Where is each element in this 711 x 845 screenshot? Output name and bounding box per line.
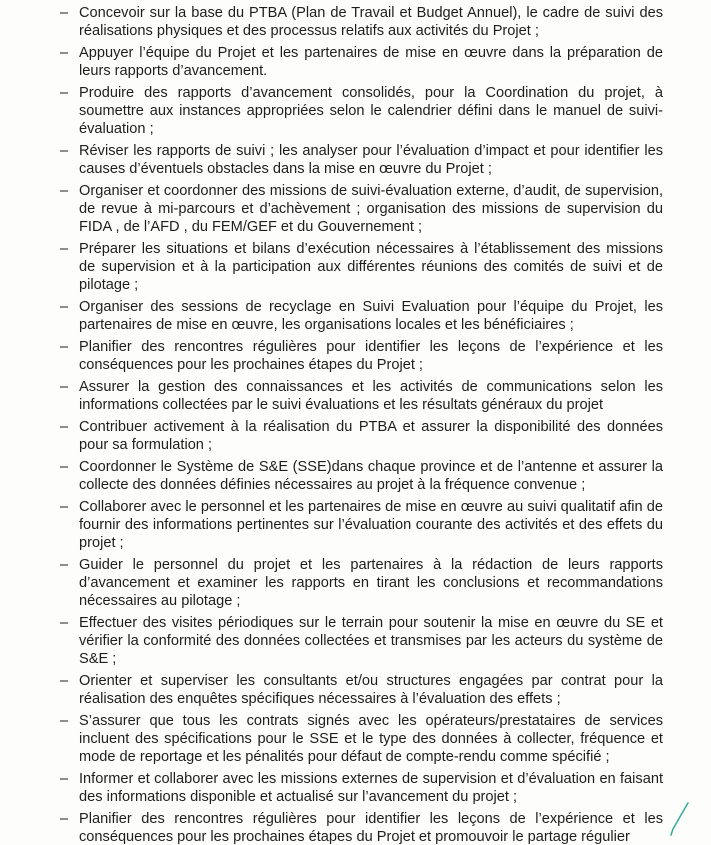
list-item [0, 4, 711, 40]
list-bullet-dash: – [60, 240, 69, 257]
list-item-text: Coordonner le Système de S&E (SSE)dans chaque province et de l’antenne et assurer la collecte des données définies nécessaires au projet à la fréquence convenue ; [79, 458, 663, 493]
list-bullet-dash: – [60, 712, 69, 729]
list-item-text: Assurer la gestion des connaissances et les activités de communications selon les informations collectées par le suivi évaluations et les résultats généraux du projet [79, 378, 663, 414]
list-bullet-dash: – [60, 810, 69, 827]
list-item [0, 182, 711, 237]
list-item-text: Réviser les rapports de suivi ; les analyser pour l’évaluation d’impact et pour identifier les causes d’éventuels obstacles dans la mise en œuvre du Projet ; [79, 142, 663, 178]
list-item [0, 672, 711, 708]
list-item [0, 556, 711, 611]
pen-check-mark-icon [669, 801, 691, 837]
list-item-text: Planifier des rencontres régulières pour identifier les leçons de l’expérience et les conséquences pour les prochaines étapes du Projet ; [79, 338, 663, 374]
list-bullet-dash: – [60, 672, 69, 689]
list-item [0, 378, 711, 414]
list-item [0, 458, 711, 494]
list-item-text: Orienter et superviser les consultants et/ou structures engagées par contrat pour la réalisation des enquêtes spécifiques nécessaires à l’évaluation des effets ; [79, 672, 663, 708]
list-item [0, 84, 711, 139]
list-item [0, 142, 711, 178]
list-bullet-dash: – [60, 418, 69, 435]
list-item-text: Appuyer l’équipe du Projet et les partenaires de mise en œuvre dans la préparation de leurs rapports d’avancement. [79, 44, 663, 80]
list-bullet-dash: – [60, 338, 69, 355]
list-item [0, 418, 711, 454]
list-item-text: Concevoir sur la base du PTBA (Plan de Travail et Budget Annuel), le cadre de suivi des réalisations physiques et des processus relatifs aux activités du Projet ; [79, 5, 663, 40]
list-item-text: Produire des rapports d’avancement consolidés, pour la Coordination du projet, à soumettre aux instances appropriées selon le calendrier défini dans le manuel de suivi-évaluation ; [79, 84, 663, 138]
list-item [0, 44, 711, 80]
list-item-text: Planifier des rencontres régulières pour identifier les leçons de l’expérience et les conséquences pour les prochaines étapes du Projet et promouvoir le partage régulier [79, 810, 663, 845]
list-bullet-dash: – [60, 378, 69, 395]
list-bullet-dash: – [60, 182, 69, 199]
list-item [0, 614, 711, 669]
list-bullet-dash: – [60, 299, 69, 316]
list-item-text: Effectuer des visites périodiques sur le terrain pour soutenir la mise en œuvre du SE et vérifier la conformité des données collectées et transmises par les acteurs du système de S&E ; [79, 614, 663, 668]
task-list [0, 4, 711, 845]
list-bullet-dash: – [60, 84, 69, 101]
list-item-text: Guider le personnel du projet et les partenaires à la rédaction de leurs rapports d’avancement et examiner les rapports en tirant les conclusions et recommandations nécessaires au pilotage ; [79, 556, 663, 610]
list-item-text: Informer et collaborer avec les missions externes de supervision et d’évaluation en faisant des informations disponible et actualisé sur l’avancement du projet ; [79, 770, 663, 806]
list-item [0, 240, 711, 295]
list-item-text: Collaborer avec le personnel et les partenaires de mise en œuvre au suivi qualitatif afin de fournir des informations pertinentes sur l’évaluation courante des activités et des effets du projet ; [79, 498, 663, 551]
list-bullet-dash: – [60, 5, 69, 21]
list-item [0, 770, 711, 806]
list-bullet-dash: – [60, 44, 69, 61]
list-item [0, 810, 711, 845]
list-bullet-dash: – [60, 142, 69, 159]
list-bullet-dash: – [60, 556, 69, 573]
list-item-text: S’assurer que tous les contrats signés avec les opérateurs/prestataires de services incluent des spécifications pour le SSE et le type des données à collecter, fréquence et mode de reportage et les pénalités pour défaut de compte-rendu comme spécifié ; [79, 712, 663, 766]
list-item [0, 712, 711, 767]
list-bullet-dash: – [60, 498, 69, 515]
list-bullet-dash: – [60, 614, 69, 631]
list-bullet-dash: – [60, 770, 69, 787]
list-item-text: Organiser des sessions de recyclage en Suivi Evaluation pour l’équipe du Projet, les partenaires de mise en œuvre, les organisations locales et les bénéficiaires ; [79, 299, 663, 334]
list-item [0, 298, 711, 334]
list-item [0, 338, 711, 374]
list-item [0, 498, 711, 553]
list-item-text: Contribuer activement à la réalisation du PTBA et assurer la disponibilité des données pour sa formulation ; [79, 418, 663, 453]
list-item-text: Organiser et coordonner des missions de suivi-évaluation externe, d’audit, de supervision, de revue à mi-parcours et d’achèvement ; organisation des missions de supervision du FIDA , de l’AFD , du FEM/GEF et du Gouvernement ; [79, 182, 663, 236]
list-item-text: Préparer les situations et bilans d’exécution nécessaires à l’établissement des missions de supervision et à la participation aux différentes réunions des comités de suivi et de pilotage ; [79, 240, 663, 294]
list-bullet-dash: – [60, 458, 69, 475]
